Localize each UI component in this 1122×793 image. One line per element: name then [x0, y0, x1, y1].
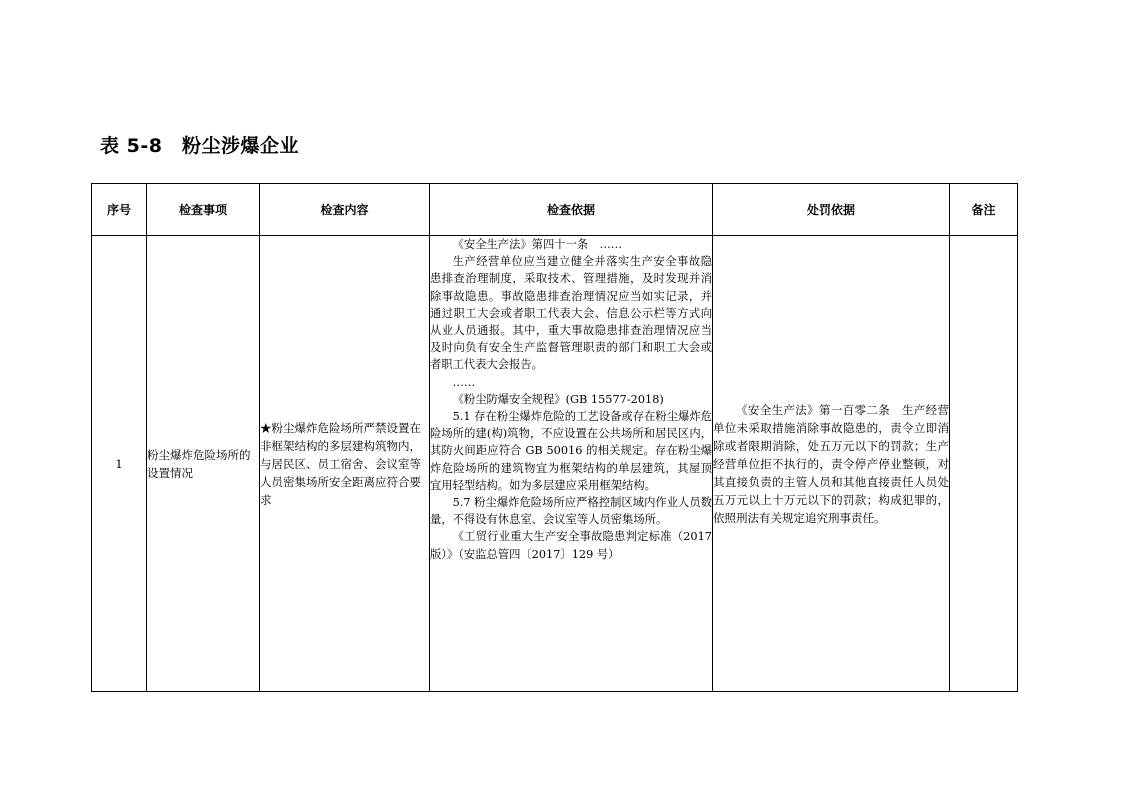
basis-paragraph: 《安全生产法》第四十一条 ……	[452, 238, 623, 251]
header-basis: 检查依据	[430, 184, 713, 236]
cell-penalty	[713, 236, 950, 692]
header-item: 检查事项	[147, 184, 260, 236]
basis-paragraph: 5.1 存在粉尘爆炸危险的工艺设备或存在粉尘爆炸危险场所的建(构)筑物，不应设置在公共场所和居民区内，其防火间距应符合 GB 50016 的相关规定。存在粉尘爆炸危险场所的建筑物宜为框架结构的单层建筑，其屋顶宜用轻型结构。如为多层建应采用框架结构。	[430, 410, 712, 492]
cell-content: ★粉尘爆炸危险场所严禁设置在非框架结构的多层建构筑物内，与居民区、员工宿舍、会议室等人员密集场所安全距离应符合要求	[260, 236, 430, 692]
basis-paragraph: ……	[452, 375, 476, 389]
header-penalty: 处罚依据	[713, 184, 950, 236]
cell-remark	[950, 236, 1018, 692]
basis-paragraph: 生产经营单位应当建立健全并落实生产安全事故隐患排查治理制度，采取技术、管理措施，及时发现并消除事故隐患。事故隐患排查治理情况应当如实记录，并通过职工大会或者职工代表大会、信息公示栏等方式向从业人员通报。其中，重大事故隐患排查治理情况应当及时向负有安全生产监督管理职责的部门和职工大会或者职工代表大会报告。	[430, 255, 712, 372]
basis-paragraph: 《工贸行业重大生产安全事故隐患判定标准（2017 版）》（安监总管四〔2017〕129 号）	[430, 530, 712, 561]
penalty-text: 《安全生产法》第一百零二条 生产经营单位未采取措施消除事故隐患的，责令立即消除或者限期消除，处五万元以下的罚款；生产经营单位拒不执行的，责令停产停业整顿，对其直接负责的主管人员和其他直接责任人员处五万元以上十万元以下的罚款；构成犯罪的，依照刑法有关规定追究刑事责任。	[713, 402, 949, 525]
cell-no: 1	[92, 236, 147, 692]
cell-basis	[430, 236, 713, 692]
table-row	[92, 236, 1018, 692]
header-remark: 备注	[950, 184, 1018, 236]
inspection-table	[91, 183, 1018, 692]
page-title: 表 5-8 粉尘涉爆企业	[100, 135, 299, 157]
header-no: 序号	[92, 184, 147, 236]
table-header-row	[92, 184, 1018, 236]
cell-item: 粉尘爆炸危险场所的设置情况	[147, 236, 260, 692]
header-content: 检查内容	[260, 184, 430, 236]
basis-paragraph: 5.7 粉尘爆炸危险场所应严格控制区域内作业人员数量，不得设有休息室、会议室等人员密集场所。	[430, 496, 712, 527]
basis-paragraph: 《粉尘防爆安全规程》(GB 15577-2018)	[452, 392, 664, 406]
